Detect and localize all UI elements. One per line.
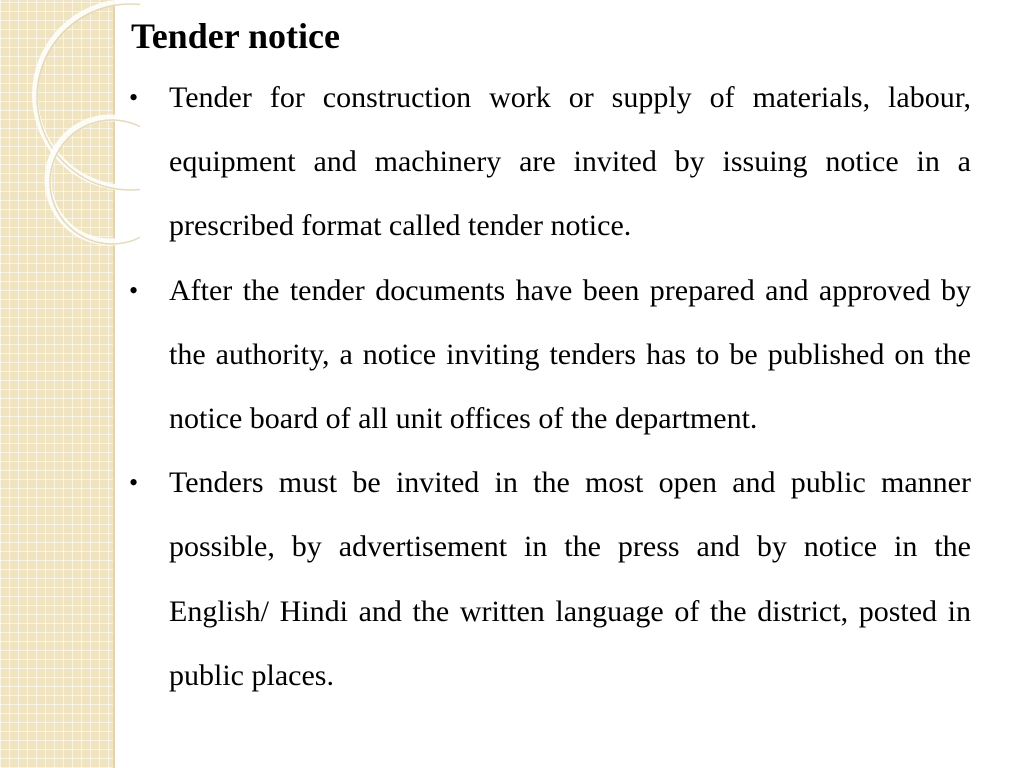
decorative-circles [0, 0, 140, 260]
bullet-text: Tender for construction work or supply of materials, labour, equipment and machinery are invited by issuing notice in a prescribed format called tender notice. [169, 81, 971, 243]
bullet-item-3 [129, 451, 971, 708]
bullet-item-2 [129, 259, 971, 452]
bullet-text: After the tender documents have been prepared and approved by the authority, a notice inviting tenders has to be published on the notice board of all unit offices of the department. [169, 273, 971, 436]
bullet-marker: • [129, 468, 139, 498]
slide-title: Tender notice [131, 16, 341, 56]
bullet-list [129, 66, 971, 708]
bullet-marker: • [129, 275, 139, 305]
bullet-text: Tenders must be invited in the most open and public manner possible, by advertisement in the press and by notice in the English/ Hindi and the written language of the district, posted in public places. [169, 466, 971, 692]
bullet-item-1 [129, 66, 971, 259]
bullet-marker: • [129, 83, 139, 112]
